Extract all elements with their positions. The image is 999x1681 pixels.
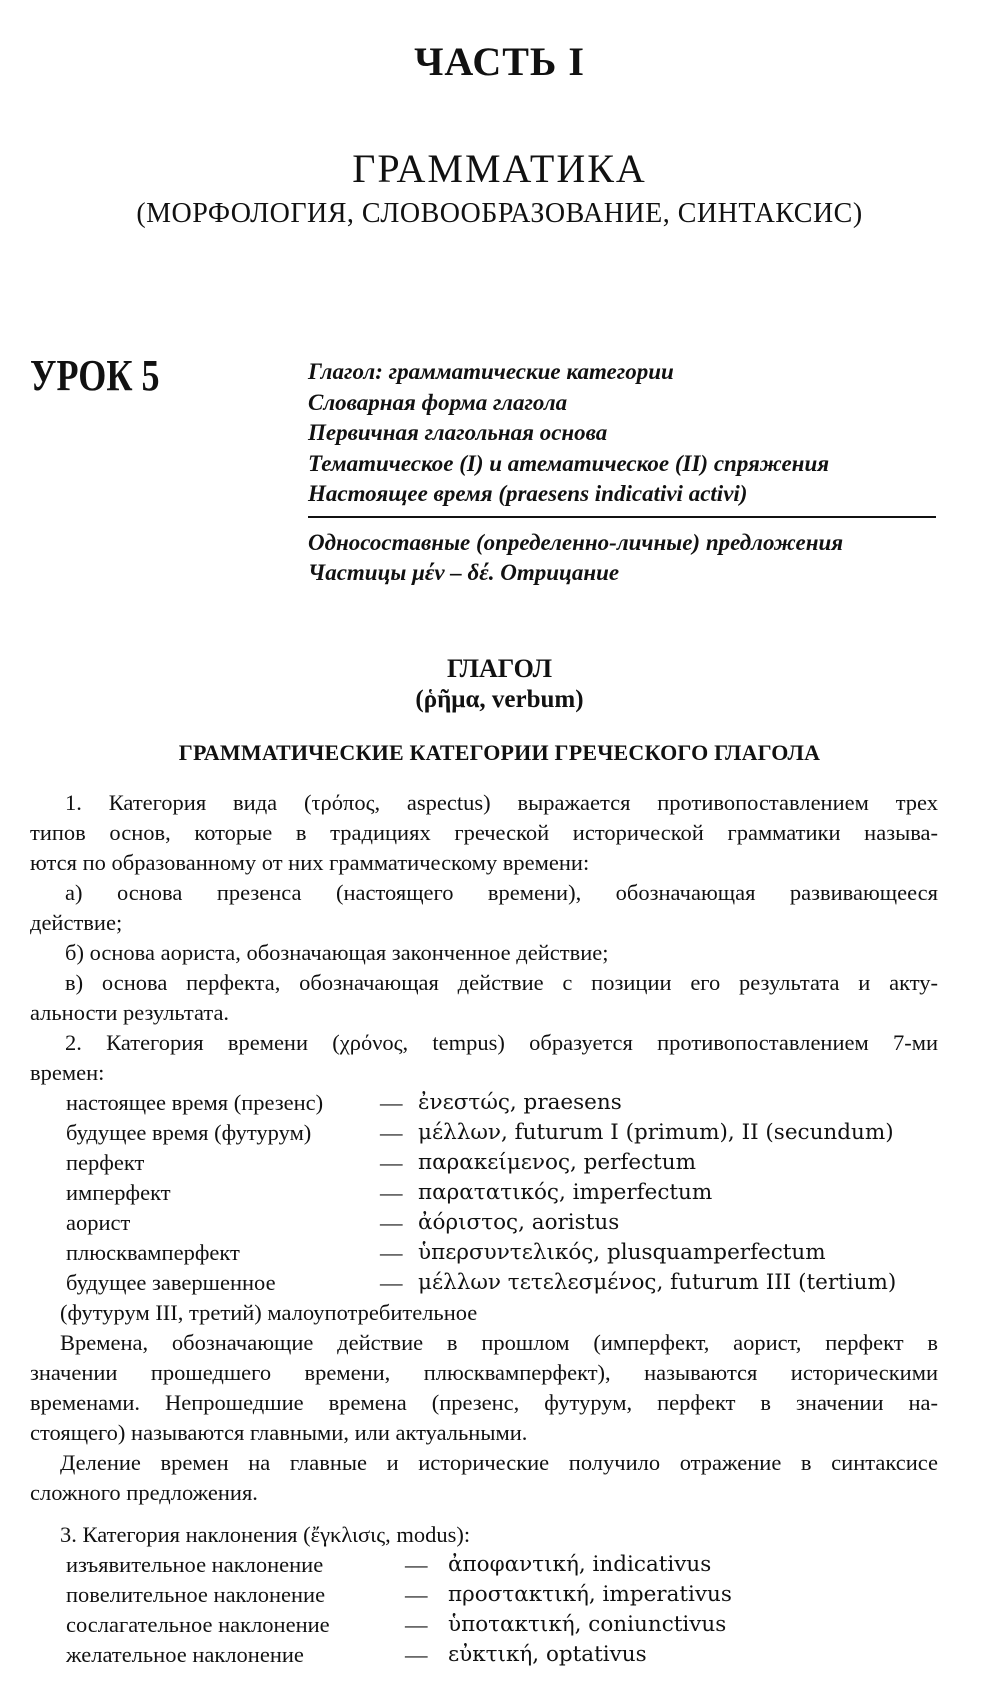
tense-row [30, 1268, 938, 1298]
mood-term: сослагательное наклонение [66, 1612, 330, 1637]
mood-greek: ὑποτακτική, coniunctivus [448, 1612, 727, 1637]
topic-item: Настоящее время (praesens indicativi activi) [308, 481, 748, 506]
paragraph-line: времен: [30, 1060, 105, 1085]
mood-term: желательное наклонение [66, 1642, 304, 1667]
mood-term: повелительное наклонение [66, 1582, 326, 1607]
mood-dash: — [405, 1552, 428, 1577]
lesson-topics [308, 357, 938, 589]
tense-greek: ἀόριστος, aoristus [418, 1210, 620, 1235]
mood-greek: εὐκτική, optativus [448, 1642, 647, 1667]
mood-greek: προστακτική, imperativus [448, 1582, 732, 1607]
mood-dash: — [405, 1612, 428, 1637]
tense-greek: παρατατικός, imperfectum [418, 1180, 713, 1205]
tense-dash: — [380, 1210, 403, 1235]
tense-term: будущее время (футурум) [66, 1120, 312, 1145]
paragraph-line: альности результата. [30, 1000, 230, 1025]
paragraph-line: в) основа перфекта, обозначающая действие с позиции его результата и акту- [65, 970, 938, 995]
tense-row [30, 1148, 938, 1178]
paragraph-line: типов основ, которые в традициях греческой исторической грамматики называ- [30, 820, 938, 845]
tense-table [30, 1088, 938, 1298]
mood-greek: ἀποφαντική, indicativus [448, 1552, 712, 1577]
mood-row [30, 1550, 938, 1580]
mood-term: изъявительное наклонение [66, 1552, 324, 1577]
categories-heading: ГРАММАТИЧЕСКИЕ КАТЕГОРИИ ГРЕЧЕСКОГО ГЛАГОЛА [178, 740, 821, 765]
paragraph-line: Времена, обозначающие действие в прошлом (имперфект, аорист, перфект в [60, 1330, 938, 1355]
tense-greek: μέλλων, futurum I (primum), II (secundum) [418, 1120, 894, 1145]
topic-item-secondary: Частицы μέν – δέ. Отрицание [308, 560, 620, 585]
paragraph-line: значении прошедшего времени, плюсквамперфект), называются историческими [30, 1360, 938, 1385]
tense-dash: — [380, 1120, 403, 1145]
tense-greek: ἐνεστώς, praesens [418, 1090, 622, 1115]
tense-term: плюсквамперфект [66, 1240, 240, 1265]
mood-row [30, 1640, 938, 1670]
tense-dash: — [380, 1270, 403, 1295]
mood-dash: — [405, 1642, 428, 1667]
paragraph-line: Деление времен на главные и исторические получило отражение в синтаксисе [60, 1450, 938, 1475]
topic-item: Словарная форма глагола [308, 389, 568, 415]
topic-item: Глагол: грамматические категории [308, 359, 674, 384]
spacer [30, 1508, 938, 1520]
paragraph-line: временами. Непрошедшие времена (презенс, футурум, перфект в значении на- [30, 1390, 938, 1415]
topic-item-secondary: Односоставные (определенно-личные) предложения [308, 529, 844, 555]
tense-greek: μέλλων τετελεσμένος, futurum III (tertium) [418, 1270, 897, 1295]
tense-row [30, 1178, 938, 1208]
mood-row [30, 1580, 938, 1610]
tense-row [30, 1118, 938, 1148]
tense-term: будущее завершенное [66, 1270, 276, 1295]
topic-item: Первичная глагольная основа [308, 420, 608, 445]
tense-dash: — [380, 1150, 403, 1175]
grammar-subtitle: (МОРФОЛОГИЯ, СЛОВООБРАЗОВАНИЕ, СИНТАКСИС) [136, 198, 863, 229]
topics-divider [308, 516, 936, 518]
tense-term: настоящее время (презенс) [66, 1090, 324, 1115]
tense-greek: ὑπερσυντελικός, plusquamperfectum [418, 1240, 826, 1265]
section-subheading: (ῥῆμα, verbum) [415, 686, 584, 713]
paragraph-line: 2. Категория времени (χρόνος, tempus) образуется противопоставлением 7-ми [65, 1030, 938, 1055]
tense-term: аорист [66, 1210, 131, 1235]
mood-row [30, 1610, 938, 1640]
tense-row [30, 1238, 938, 1268]
paragraph-line: а) основа презенса (настоящего времени), обозначающая развивающееся [65, 880, 938, 905]
paragraph-line: сложного предложения. [30, 1480, 258, 1505]
tense-dash: — [380, 1180, 403, 1205]
mood-table [30, 1550, 938, 1670]
part-title: ЧАСТЬ I [414, 39, 585, 84]
topic-item: Тематическое (I) и атематическое (II) спряжения [308, 450, 830, 476]
section-heading: ГЛАГОЛ [447, 654, 552, 683]
tense-dash: — [380, 1090, 403, 1115]
paragraph-line: стоящего) называются главными, или актуальными. [30, 1420, 528, 1445]
tense-greek: παρακείμενος, perfectum [418, 1150, 697, 1175]
tense-note: (футурум III, третий) малоупотребительное [60, 1300, 478, 1325]
tense-row [30, 1208, 938, 1238]
tense-term: перфект [66, 1150, 145, 1175]
lesson-label: УРОК 5 [30, 351, 160, 400]
paragraph-line: ются по образованному от них грамматическому времени: [30, 850, 590, 875]
mood-dash: — [405, 1582, 428, 1607]
paragraph-line: действие; [30, 910, 123, 935]
body-text [30, 788, 938, 1670]
paragraph-line: 3. Категория наклонения (ἔγκλισις, modus): [60, 1522, 471, 1547]
grammar-title: ГРАММАТИКА [352, 146, 647, 191]
tense-dash: — [380, 1240, 403, 1265]
paragraph-line: б) основа аориста, обозначающая законченное действие; [65, 940, 609, 965]
paragraph-line: 1. Категория вида (τρόπος, aspectus) выражается противопоставлением трех [65, 790, 938, 815]
tense-row [30, 1088, 938, 1118]
tense-term: имперфект [66, 1180, 171, 1205]
